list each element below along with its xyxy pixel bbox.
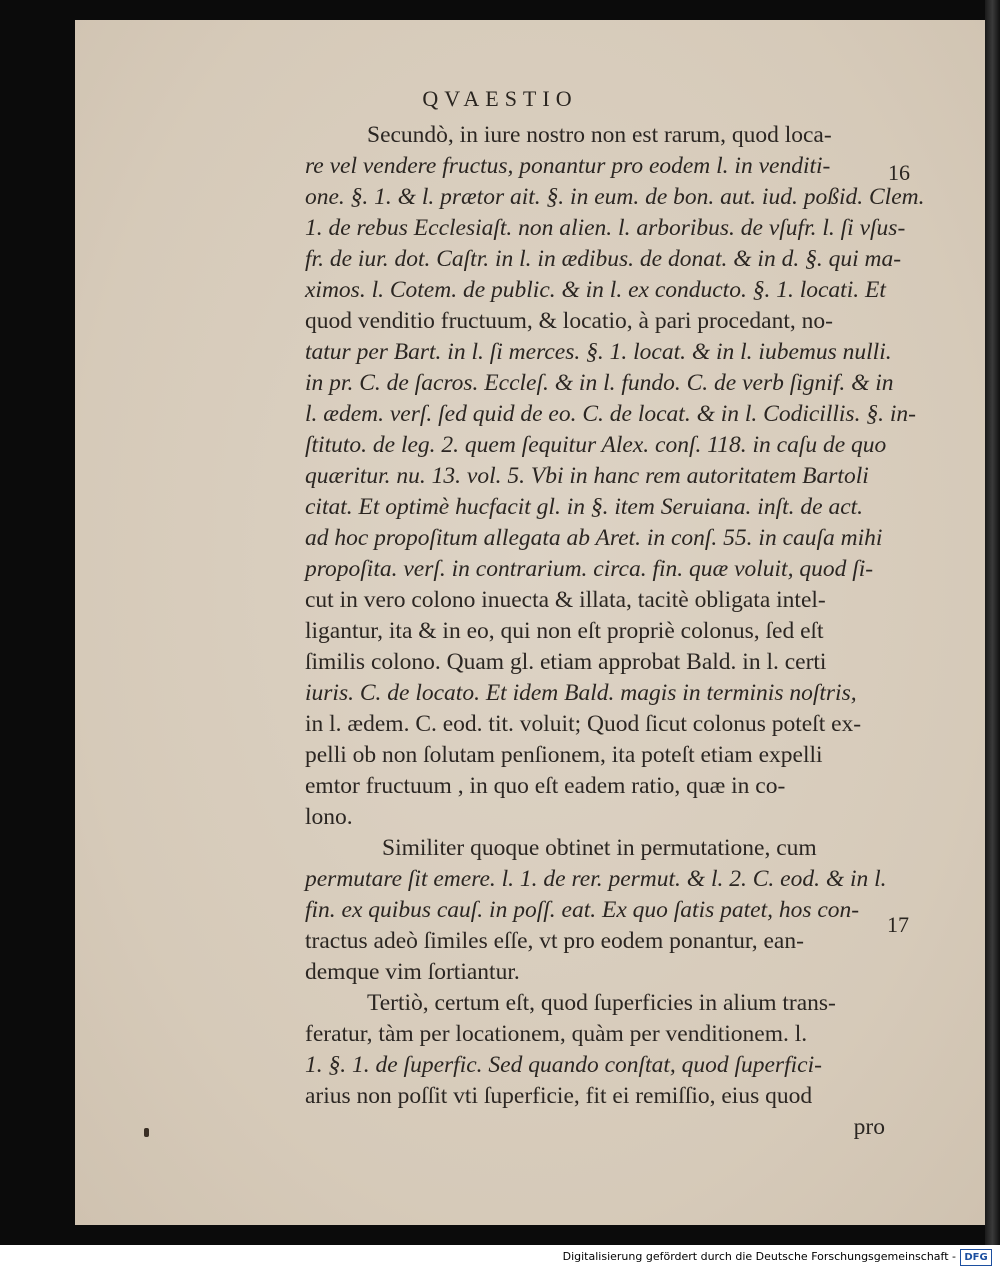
text-line: 1. de rebus Ecclesiaſt. non alien. l. arboribus. de vſufr. l. ſi vſus- [305,215,906,241]
text-line: fr. de iur. dot. Caſtr. in l. in ædibus. de donat. & in d. §. qui ma- [305,246,902,272]
funding-credit: Digitalisierung gefördert durch die Deutsche Forschungsgemeinschaft - [562,1250,956,1263]
margin-note-number: 16 [888,160,910,185]
text-line: feratur, tàm per locationem, quàm per venditionem. l. [305,1021,808,1047]
text-line: Similiter quoque obtinet in permutatione, cum [382,835,817,861]
text-line: quod venditio fructuum, & locatio, à pari procedant, no- [305,308,833,334]
page-edge-shadow [985,0,1000,1245]
text-line: in l. ædem. C. eod. tit. voluit; Quod ſicut colonus poteſt ex- [305,711,862,737]
text-line: in pr. C. de ſacros. Eccleſ. & in l. fundo. C. de verb ſignif. & in [305,370,894,396]
text-line: ligantur, ita & in eo, qui non eſt propriè colonus, ſed eſt [305,618,824,644]
text-line: tatur per Bart. in l. ſi merces. §. 1. locat. & in l. iubemus nulli. [305,339,892,365]
text-line: ſtituto. de leg. 2. quem ſequitur Alex. conſ. 118. in caſu de quo [305,432,887,458]
text-line: demque vim ſortiantur. [305,959,520,985]
text-line: ad hoc propoſitum allegata ab Aret. in conſ. 55. in cauſa mihi [305,525,883,551]
catchword: pro [853,1114,885,1140]
text-line: permutare ſit emere. l. 1. de rer. permut. & l. 2. C. eod. & in l. [305,866,887,892]
text-line: emtor fructuum , in quo eſt eadem ratio, quæ in co- [305,773,786,799]
text-line: citat. Et optimè hucfacit gl. in §. item Seruiana. inſt. de act. [305,494,864,520]
text-line: re vel vendere fructus, ponantur pro eodem l. in venditi- [305,153,831,179]
text-line: cut in vero colono inuecta & illata, tacitè obligata intel- [305,587,826,613]
text-line: propoſita. verſ. in contrarium. circa. fin. quæ voluit, quod ſi- [305,556,874,582]
text-line: lono. [305,804,353,830]
running-title: QVAESTIO [422,86,578,111]
text-line: ximos. l. Cotem. de public. & in l. ex conducto. §. 1. locati. Et [305,277,886,303]
text-line: quæritur. nu. 13. vol. 5. Vbi in hanc rem autoritatem Bartoli [305,463,869,489]
text-line: Secundò, in iure nostro non est rarum, quod loca- [367,122,832,148]
text-line: iuris. C. de locato. Et idem Bald. magis in terminis noſtris, [305,680,857,706]
text-line: pelli ob non ſolutam penſionem, ita poteſt etiam expelli [305,742,823,768]
footer-bar [0,1245,1000,1269]
ink-speck [144,1128,149,1137]
text-line: l. ædem. verſ. ſed quid de eo. C. de locat. & in l. Codicillis. §. in- [305,401,916,427]
text-line: tractus adeò ſimiles eſſe, vt pro eodem ponantur, ean- [305,928,804,954]
dfg-logo-icon: DFG [960,1249,992,1266]
text-line: fin. ex quibus cauſ. in poſſ. eat. Ex quo ſatis patet, hos con- [305,897,860,923]
text-line: 1. §. 1. de ſuperfic. Sed quando conſtat, quod ſuperfici- [305,1052,822,1078]
text-line: one. §. 1. & l. prætor ait. §. in eum. de bon. aut. iud. poßid. Clem. [305,184,925,210]
text-line: arius non poſſit vti ſuperficie, fit ei remiſſio, eius quod [305,1083,813,1109]
text-line: ſimilis colono. Quam gl. etiam approbat Bald. in l. certi [305,649,827,675]
margin-note-number: 17 [887,912,909,937]
text-line: Tertiò, certum eſt, quod ſuperficies in alium trans- [367,990,836,1016]
